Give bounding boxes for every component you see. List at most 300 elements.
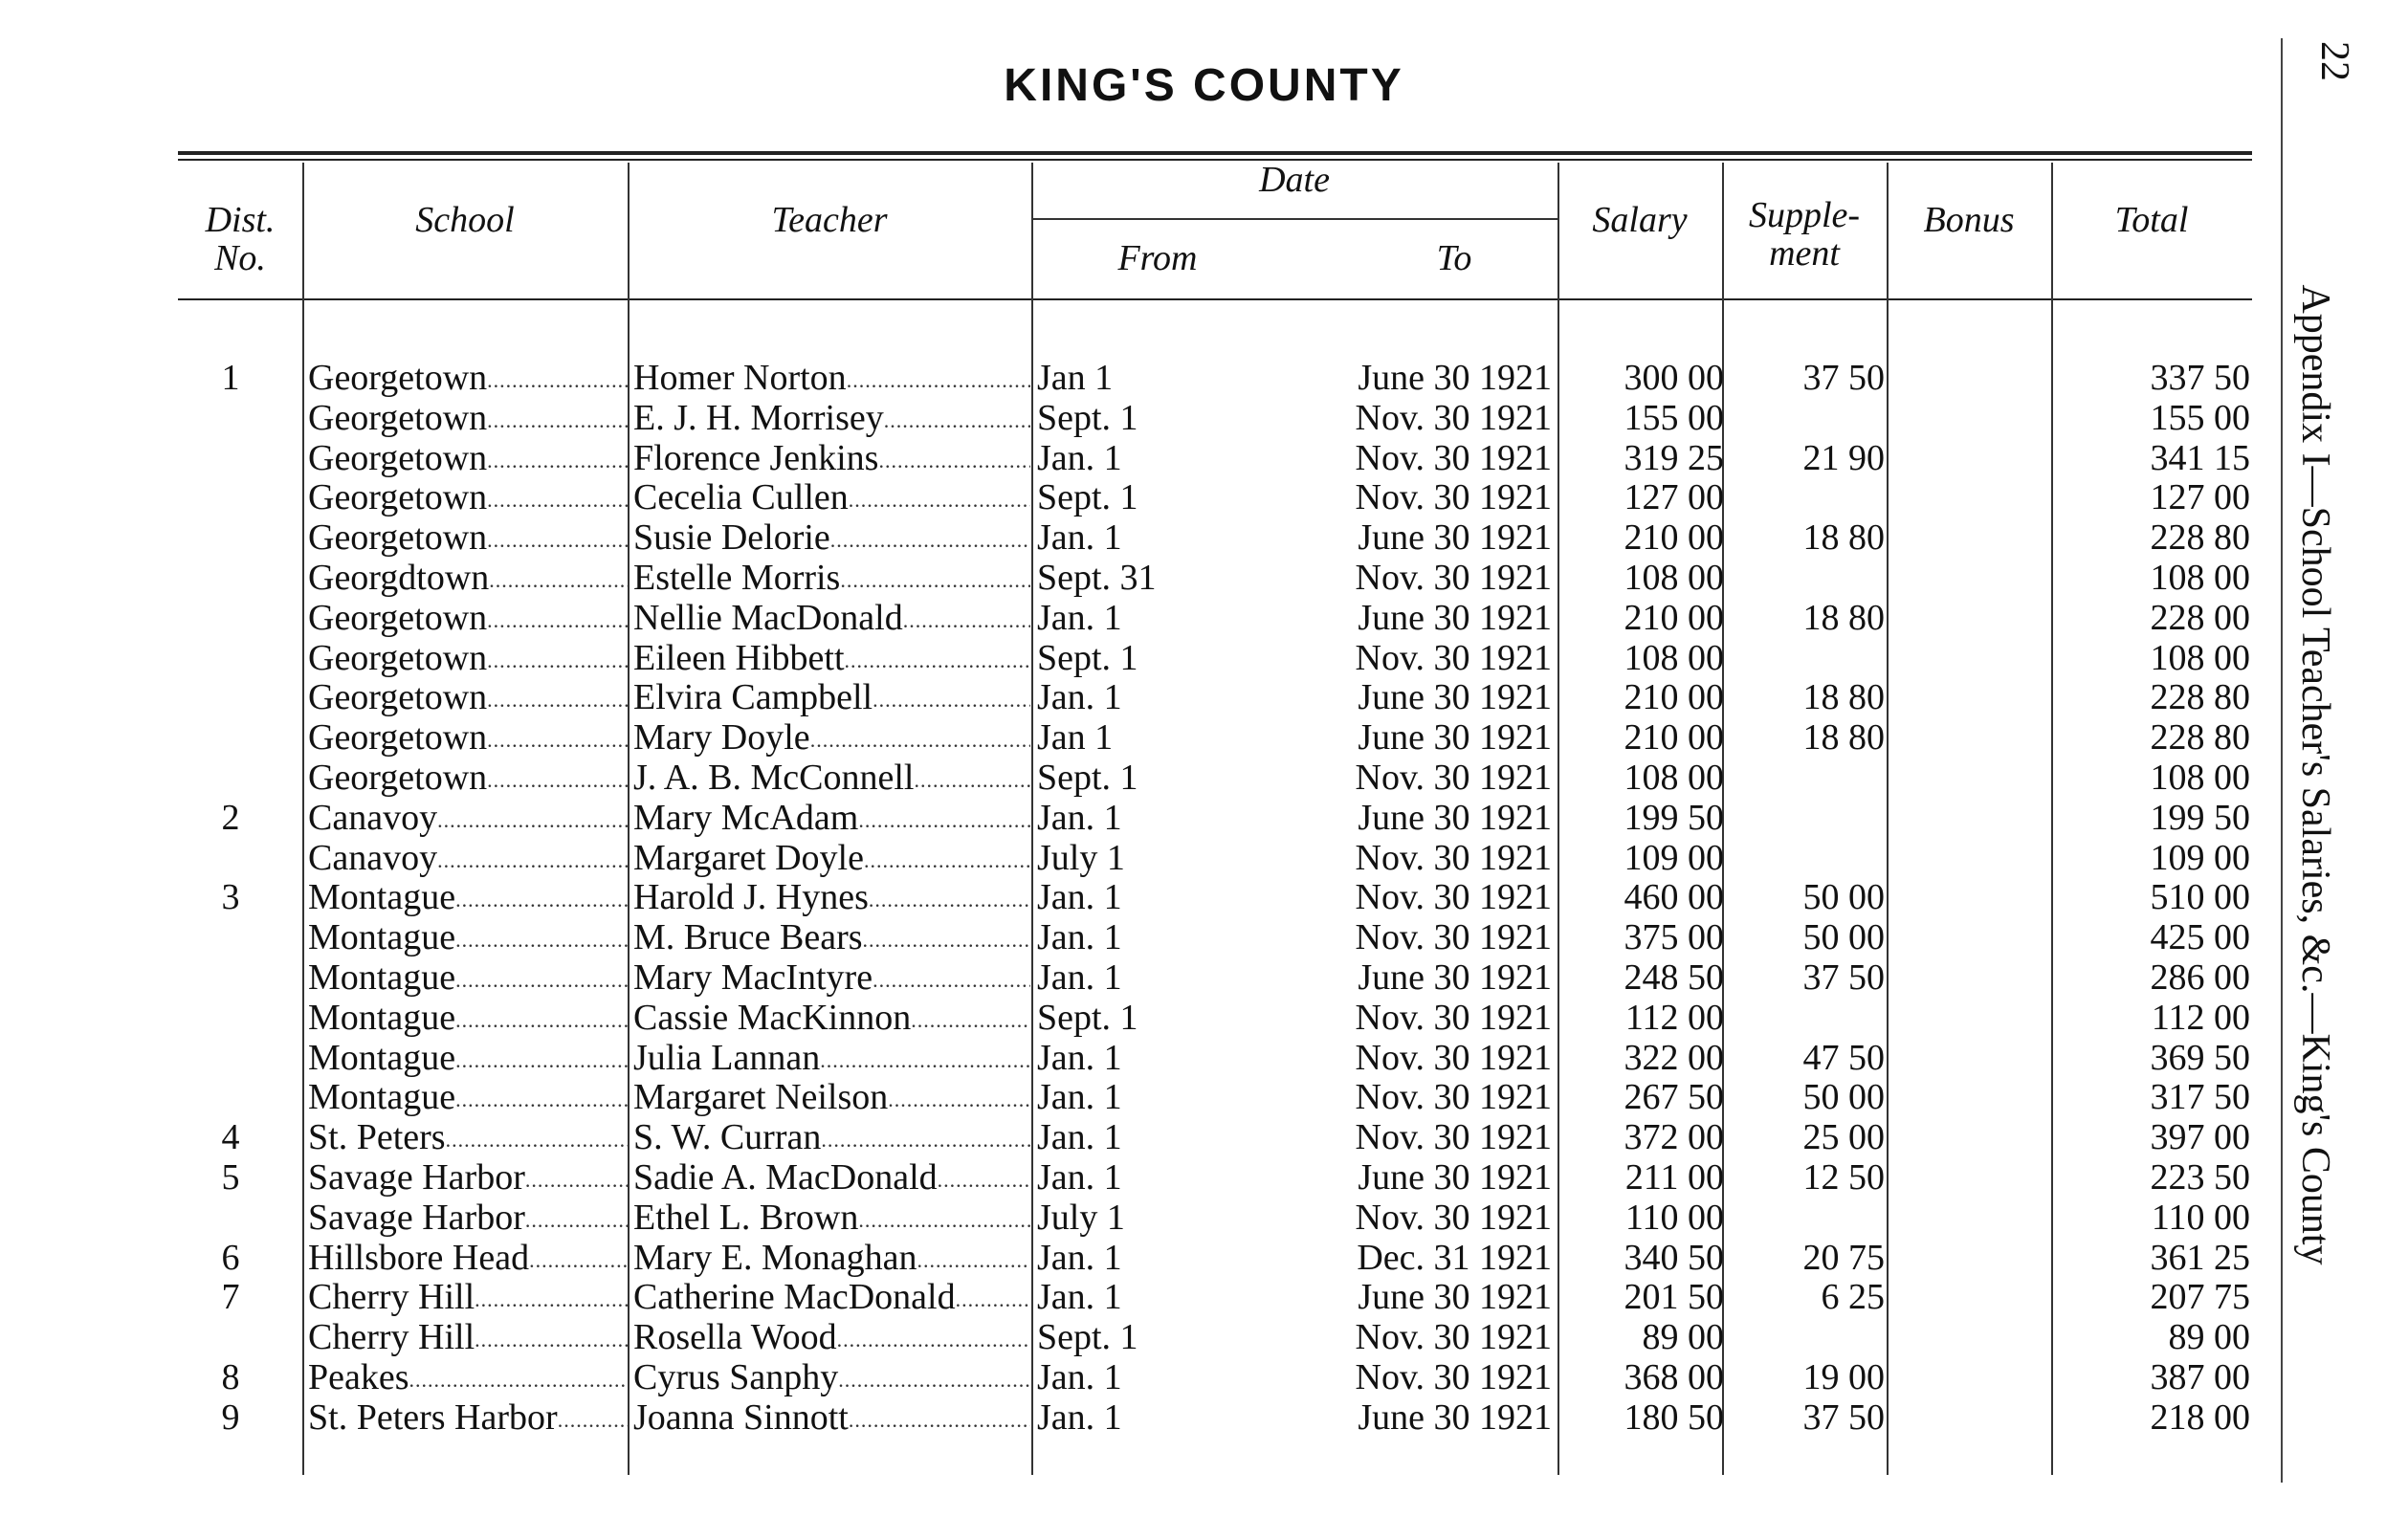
table-row (0, 517, 2296, 558)
row-school (308, 1157, 629, 1202)
row-to-text: June 30 1921 (1358, 1277, 1552, 1318)
row-school-text: Cherry Hill ..... (308, 1277, 629, 1322)
row-supplement (1734, 438, 1885, 478)
row-school-text: Canavoy ..... (308, 798, 629, 843)
row-to (1244, 677, 1552, 717)
table-row (0, 558, 2296, 598)
row-total (2059, 358, 2250, 398)
row-salary (1569, 1157, 1724, 1198)
header-supplement-line1: Supple- (1748, 195, 1861, 235)
row-teacher-text: Mary Doyle ..... (633, 717, 1030, 762)
row-teacher (633, 1038, 1030, 1083)
row-from-text: Jan. 1 (1037, 877, 1122, 918)
row-from-text: Jan. 1 (1037, 1077, 1122, 1118)
row-school (308, 877, 629, 922)
row-total-text: 218 00 (2150, 1396, 2250, 1438)
row-to (1244, 438, 1552, 478)
row-to (1244, 798, 1552, 838)
row-from (1037, 877, 1228, 917)
row-from (1037, 358, 1228, 398)
row-salary-text: 460 00 (1624, 877, 1724, 918)
row-total (2059, 438, 2250, 478)
row-to (1244, 1198, 1552, 1238)
row-total (2059, 398, 2250, 438)
row-school-text: Georgetown ..... (308, 598, 629, 643)
row-dist-no-text: 8 (221, 1357, 240, 1397)
row-from-text: Jan. 1 (1037, 517, 1122, 559)
row-salary (1569, 438, 1724, 478)
table-row (0, 477, 2296, 517)
row-school-text: Montague ..... (308, 957, 629, 1002)
row-salary (1569, 1077, 1724, 1117)
row-total (2059, 1198, 2250, 1238)
row-school-text: St. Peters Harbor ..... (308, 1397, 629, 1442)
row-supplement-text: 18 80 (1802, 517, 1885, 559)
row-supplement (1734, 358, 1885, 398)
row-salary-text: 372 00 (1624, 1117, 1724, 1158)
row-school (308, 477, 629, 522)
row-total (2059, 957, 2250, 998)
row-school (308, 1277, 629, 1322)
row-dist-no-text: 6 (221, 1237, 240, 1278)
row-total-text: 109 00 (2150, 837, 2250, 878)
row-salary-text: 319 25 (1624, 437, 1724, 478)
row-teacher (633, 1117, 1030, 1162)
row-from (1037, 1397, 1228, 1438)
row-salary (1569, 477, 1724, 517)
row-from-text: Jan. 1 (1037, 437, 1122, 478)
row-school-text: Cherry Hill ..... (308, 1317, 629, 1362)
row-dist-no (178, 1157, 283, 1198)
row-salary-text: 89 00 (1642, 1317, 1724, 1358)
row-to (1244, 517, 1552, 558)
row-to (1244, 1077, 1552, 1117)
row-from (1037, 998, 1228, 1038)
row-school-text: Montague ..... (308, 1077, 629, 1122)
row-dist-no-text: 1 (221, 358, 240, 398)
row-salary (1569, 677, 1724, 717)
row-salary (1569, 358, 1724, 398)
row-school (308, 438, 629, 483)
row-to-text: June 30 1921 (1358, 1157, 1552, 1198)
row-salary-text: 210 00 (1624, 517, 1724, 559)
row-dist-no (178, 1117, 283, 1157)
row-supplement-text: 18 80 (1802, 677, 1885, 718)
row-teacher-text: Margaret Doyle ..... (633, 838, 1030, 883)
row-school (308, 1117, 629, 1162)
row-supplement (1734, 1038, 1885, 1078)
row-to (1244, 1317, 1552, 1357)
row-school-text: Georgetown ..... (308, 398, 629, 443)
row-teacher (633, 517, 1030, 562)
row-to-text: June 30 1921 (1358, 717, 1552, 758)
row-teacher-text: Julia Lannan ..... (633, 1038, 1030, 1083)
row-salary-text: 368 00 (1624, 1357, 1724, 1397)
table-row (0, 1317, 2296, 1357)
row-dist-no (178, 798, 283, 838)
row-to-text: Nov. 30 1921 (1355, 1197, 1552, 1238)
table-row (0, 438, 2296, 478)
row-total-text: 341 15 (2150, 437, 2250, 478)
row-salary (1569, 638, 1724, 678)
row-to-text: Nov. 30 1921 (1355, 1037, 1552, 1078)
row-supplement-text: 37 50 (1802, 1396, 1885, 1438)
row-teacher (633, 838, 1030, 883)
table-row (0, 398, 2296, 438)
row-from (1037, 1238, 1228, 1278)
row-to (1244, 1157, 1552, 1198)
row-from-text: Jan. 1 (1037, 957, 1122, 998)
row-school (308, 957, 629, 1002)
row-total (2059, 877, 2250, 917)
row-supplement (1734, 517, 1885, 558)
row-to (1244, 998, 1552, 1038)
row-total-text: 207 75 (2150, 1277, 2250, 1318)
header-to: To (1436, 238, 1472, 278)
row-school-text: Georgetown ..... (308, 677, 629, 722)
row-from-text: Sept. 1 (1037, 758, 1138, 798)
row-total (2059, 1238, 2250, 1278)
row-from (1037, 517, 1228, 558)
row-total-text: 425 00 (2150, 917, 2250, 958)
table-row (0, 1238, 2296, 1278)
row-school-text: Georgdtown ..... (308, 558, 629, 603)
row-school (308, 358, 629, 403)
row-teacher (633, 798, 1030, 843)
row-from-text: Jan. 1 (1037, 1237, 1122, 1278)
row-from (1037, 558, 1228, 598)
row-school (308, 1238, 629, 1283)
row-total (2059, 717, 2250, 758)
row-to-text: Nov. 30 1921 (1355, 558, 1552, 598)
row-to-text: Nov. 30 1921 (1355, 917, 1552, 958)
row-to (1244, 1397, 1552, 1438)
row-teacher (633, 957, 1030, 1002)
row-from (1037, 1038, 1228, 1078)
row-to (1244, 358, 1552, 398)
row-from-text: Jan. 1 (1037, 1037, 1122, 1078)
row-supplement (1734, 957, 1885, 998)
row-teacher (633, 477, 1030, 522)
row-to-text: Nov. 30 1921 (1355, 437, 1552, 478)
table-row (0, 838, 2296, 878)
row-salary-text: 108 00 (1624, 637, 1724, 678)
row-from (1037, 758, 1228, 798)
row-school-text: Hillsbore Head ..... (308, 1238, 629, 1283)
row-dist-no (178, 877, 283, 917)
header-total: Total (2114, 200, 2189, 240)
row-teacher-text: Homer Norton ..... (633, 358, 1030, 403)
row-to (1244, 638, 1552, 678)
row-teacher-text: S. W. Curran ..... (633, 1117, 1030, 1162)
row-school (308, 1397, 629, 1442)
row-to-text: Nov. 30 1921 (1355, 637, 1552, 678)
row-supplement-text: 18 80 (1802, 717, 1885, 758)
row-teacher-text: M. Bruce Bears ..... (633, 917, 1030, 962)
row-to-text: June 30 1921 (1358, 517, 1552, 559)
row-from-text: Jan. 1 (1037, 1396, 1122, 1438)
row-from-text: Jan. 1 (1037, 917, 1122, 958)
row-from-text: Sept. 1 (1037, 397, 1138, 438)
row-total-text: 317 50 (2150, 1077, 2250, 1118)
row-school-text: Savage Harbor ..... (308, 1198, 629, 1242)
row-from (1037, 798, 1228, 838)
row-salary-text: 248 50 (1624, 957, 1724, 998)
row-teacher (633, 1277, 1030, 1322)
row-school-text: Georgetown ..... (308, 358, 629, 403)
row-dist-no-text: 9 (221, 1396, 240, 1438)
row-from (1037, 1157, 1228, 1198)
row-dist-no (178, 358, 283, 398)
row-total-text: 108 00 (2150, 558, 2250, 598)
row-supplement (1734, 1357, 1885, 1397)
row-from (1037, 1077, 1228, 1117)
row-teacher (633, 677, 1030, 722)
row-salary-text: 375 00 (1624, 917, 1724, 958)
row-school (308, 677, 629, 722)
row-teacher (633, 1317, 1030, 1362)
row-salary-text: 201 50 (1624, 1277, 1724, 1318)
row-total-text: 199 50 (2150, 797, 2250, 838)
row-school-text: Peakes ..... (308, 1357, 629, 1402)
row-total (2059, 1317, 2250, 1357)
row-school-text: Georgetown ..... (308, 477, 629, 522)
table-row (0, 1277, 2296, 1317)
row-school-text: Georgetown ..... (308, 758, 629, 802)
row-from-text: Jan. 1 (1037, 677, 1122, 718)
row-teacher-text: Harold J. Hynes ..... (633, 877, 1030, 922)
row-salary (1569, 1397, 1724, 1438)
row-school-text: Montague ..... (308, 917, 629, 962)
row-from (1037, 398, 1228, 438)
row-from (1037, 677, 1228, 717)
row-from-text: Jan 1 (1037, 358, 1114, 398)
row-total-text: 155 00 (2150, 397, 2250, 438)
table-row (0, 598, 2296, 638)
table-row (0, 1397, 2296, 1438)
row-teacher-text: Catherine MacDonald ..... (633, 1277, 1030, 1322)
header-teacher: Teacher (771, 200, 888, 240)
row-dist-no (178, 1238, 283, 1278)
row-supplement (1734, 1277, 1885, 1317)
row-dist-no-text: 2 (221, 797, 240, 838)
row-total-text: 387 00 (2150, 1357, 2250, 1397)
row-to-text: Nov. 30 1921 (1355, 1317, 1552, 1358)
row-teacher (633, 1357, 1030, 1402)
row-from-text: Jan. 1 (1037, 797, 1122, 838)
row-teacher-text: Eileen Hibbett ..... (633, 638, 1030, 683)
table-row (0, 717, 2296, 758)
side-caption: Appendix I—School Teacher's Salaries, &c.—King's County (2293, 284, 2337, 1265)
row-school-text: Georgetown ..... (308, 517, 629, 562)
row-teacher (633, 638, 1030, 683)
row-teacher (633, 1077, 1030, 1122)
row-from-text: Jan. 1 (1037, 1157, 1122, 1198)
row-supplement (1734, 877, 1885, 917)
row-total-text: 228 00 (2150, 597, 2250, 638)
row-school (308, 1038, 629, 1083)
table-row (0, 758, 2296, 798)
row-to-text: Nov. 30 1921 (1355, 837, 1552, 878)
row-salary-text: 340 50 (1624, 1237, 1724, 1278)
row-from (1037, 717, 1228, 758)
header-school: School (415, 200, 515, 240)
row-to (1244, 558, 1552, 598)
row-teacher (633, 1198, 1030, 1242)
row-teacher (633, 877, 1030, 922)
row-to-text: Nov. 30 1921 (1355, 1117, 1552, 1158)
row-teacher-text: E. J. H. Morrisey ..... (633, 398, 1030, 443)
row-salary (1569, 877, 1724, 917)
row-salary (1569, 838, 1724, 878)
row-from (1037, 1198, 1228, 1238)
row-teacher (633, 1157, 1030, 1202)
table-row (0, 1038, 2296, 1078)
row-to-text: June 30 1921 (1358, 597, 1552, 638)
row-to-text: June 30 1921 (1358, 677, 1552, 718)
header-dist-line1: Dist. (205, 200, 276, 240)
row-school-text: Georgetown ..... (308, 438, 629, 483)
row-from (1037, 1317, 1228, 1357)
row-to (1244, 877, 1552, 917)
row-total-text: 110 00 (2151, 1197, 2250, 1238)
row-from-text: July 1 (1037, 1197, 1125, 1238)
row-salary-text: 112 00 (1624, 997, 1724, 1038)
row-salary-text: 180 50 (1624, 1396, 1724, 1438)
row-total (2059, 1277, 2250, 1317)
header-date: Date (1259, 160, 1330, 200)
date-subheader-rule (1033, 218, 1557, 220)
row-from-text: Jan. 1 (1037, 1117, 1122, 1158)
row-from-text: Sept. 1 (1037, 637, 1138, 678)
row-dist-no-text: 7 (221, 1277, 240, 1318)
row-total (2059, 598, 2250, 638)
row-supplement-text: 25 00 (1802, 1117, 1885, 1158)
row-teacher-text: Rosella Wood ..... (633, 1317, 1030, 1362)
row-to-text: Nov. 30 1921 (1355, 758, 1552, 798)
row-to-text: Nov. 30 1921 (1355, 477, 1552, 518)
row-total-text: 369 50 (2150, 1037, 2250, 1078)
row-total-text: 361 25 (2150, 1237, 2250, 1278)
row-supplement (1734, 1397, 1885, 1438)
row-to (1244, 1277, 1552, 1317)
row-to-text: June 30 1921 (1358, 358, 1552, 398)
row-school (308, 517, 629, 562)
row-supplement (1734, 1238, 1885, 1278)
row-to-text: Dec. 31 1921 (1357, 1237, 1552, 1278)
row-salary (1569, 1357, 1724, 1397)
row-from-text: Jan. 1 (1037, 1357, 1122, 1397)
row-to-text: June 30 1921 (1358, 1396, 1552, 1438)
row-supplement-text: 47 50 (1802, 1037, 1885, 1078)
row-school (308, 917, 629, 962)
row-dist-no (178, 1397, 283, 1438)
row-salary (1569, 1198, 1724, 1238)
row-dist-no (178, 1277, 283, 1317)
row-total-text: 223 50 (2150, 1157, 2250, 1198)
row-teacher-text: Mary E. Monaghan ..... (633, 1238, 1030, 1283)
row-teacher (633, 1397, 1030, 1442)
row-total-text: 397 00 (2150, 1117, 2250, 1158)
row-salary-text: 155 00 (1624, 397, 1724, 438)
table-row (0, 677, 2296, 717)
row-school-text: Georgetown ..... (308, 717, 629, 762)
row-to (1244, 1117, 1552, 1157)
row-salary (1569, 517, 1724, 558)
row-to-text: Nov. 30 1921 (1355, 997, 1552, 1038)
row-supplement (1734, 1077, 1885, 1117)
row-salary-text: 210 00 (1624, 717, 1724, 758)
row-teacher-text: Estelle Morris ..... (633, 558, 1030, 603)
row-school (308, 398, 629, 443)
table-row (0, 998, 2296, 1038)
row-salary-text: 110 00 (1624, 1197, 1724, 1238)
row-total (2059, 638, 2250, 678)
row-total-text: 228 80 (2150, 717, 2250, 758)
row-salary (1569, 717, 1724, 758)
row-school (308, 758, 629, 802)
row-supplement-text: 19 00 (1802, 1357, 1885, 1397)
row-teacher-text: Elvira Campbell ..... (633, 677, 1030, 722)
row-total (2059, 477, 2250, 517)
row-to-text: Nov. 30 1921 (1355, 877, 1552, 918)
row-to (1244, 477, 1552, 517)
row-teacher (633, 398, 1030, 443)
row-salary-text: 210 00 (1624, 597, 1724, 638)
row-supplement-text: 12 50 (1802, 1157, 1885, 1198)
header-dist-no (178, 201, 302, 277)
row-salary-text: 199 50 (1624, 797, 1724, 838)
row-teacher (633, 717, 1030, 762)
row-school-text: Montague ..... (308, 877, 629, 922)
row-total (2059, 998, 2250, 1038)
row-total (2059, 1117, 2250, 1157)
row-teacher-text: Ethel L. Brown ..... (633, 1198, 1030, 1242)
row-to (1244, 1038, 1552, 1078)
row-salary-text: 108 00 (1624, 758, 1724, 798)
row-salary (1569, 1117, 1724, 1157)
row-from-text: Jan 1 (1037, 717, 1114, 758)
row-to-text: June 30 1921 (1358, 957, 1552, 998)
row-dist-no-text: 4 (221, 1117, 240, 1158)
row-supplement (1734, 598, 1885, 638)
row-to (1244, 957, 1552, 998)
row-salary-text: 210 00 (1624, 677, 1724, 718)
table-row (0, 358, 2296, 398)
header-bonus: Bonus (1923, 200, 2015, 240)
row-school (308, 838, 629, 883)
row-supplement-text: 20 75 (1802, 1237, 1885, 1278)
row-supplement-text: 37 50 (1802, 957, 1885, 998)
row-total (2059, 677, 2250, 717)
row-salary (1569, 558, 1724, 598)
row-from (1037, 638, 1228, 678)
row-total (2059, 558, 2250, 598)
row-school (308, 1077, 629, 1122)
table-row (0, 1117, 2296, 1157)
row-total-text: 89 00 (2168, 1317, 2250, 1358)
row-from-text: Jan. 1 (1037, 597, 1122, 638)
row-salary (1569, 1038, 1724, 1078)
table-row (0, 638, 2296, 678)
row-school (308, 598, 629, 643)
row-teacher-text: Susie Delorie ..... (633, 517, 1030, 562)
row-supplement-text: 50 00 (1802, 877, 1885, 918)
top-rule-thick (178, 151, 2252, 155)
row-school-text: Savage Harbor ..... (308, 1157, 629, 1202)
row-salary-text: 109 00 (1624, 837, 1724, 878)
table-row (0, 1077, 2296, 1117)
